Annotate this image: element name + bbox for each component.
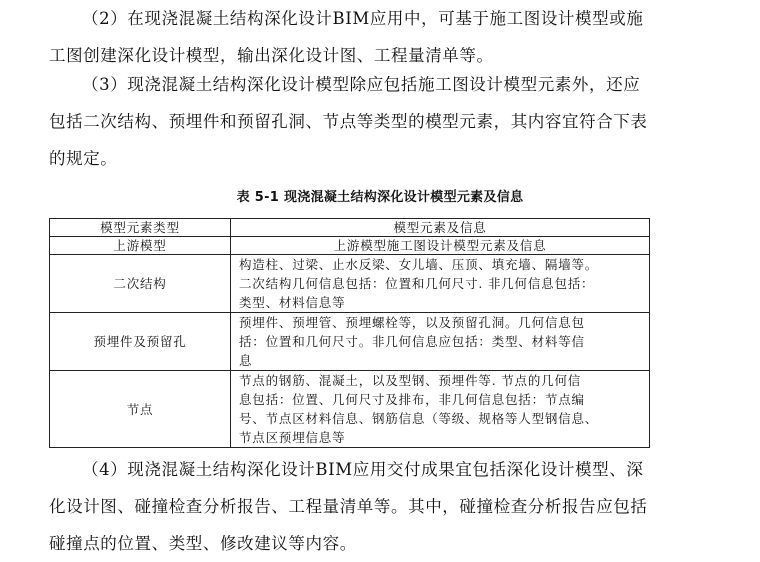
info-line: 息包括：位置、几何尺寸及排布，非几何信息包括：节点编: [239, 392, 585, 407]
paragraph-3: [49, 66, 671, 177]
header-element-info: 模型元素及信息: [231, 219, 650, 237]
info-line: 括：位置和几何尺寸。非几何信息应包括：类型、材料等信: [239, 334, 585, 349]
row-name: 节点: [50, 371, 231, 448]
paragraph-line: 包括二次结构、预埋件和预留孔洞、节点等类型的模型元素，其内容宜符合下表: [49, 112, 648, 131]
paragraph-line: 的规定。: [49, 149, 118, 168]
info-line: 构造柱、过梁、止水反梁、女儿墙、压顶、填充墙、隔墙等。: [239, 257, 599, 272]
info-line: 节点的钢筋、混凝土，以及型钢、预埋件等. 节点的几何信: [239, 373, 582, 388]
row-info: [231, 255, 650, 313]
info-line: 预埋件、预埋管、预埋螺栓等，以及预留孔洞。几何信息包: [239, 315, 585, 330]
info-line: 息: [239, 353, 253, 368]
table-row: [50, 371, 650, 448]
table-row-upstream: [50, 237, 650, 255]
paragraph-line: （3）现浇混凝土结构深化设计模型除应包括施工图设计模型元素外，还应: [82, 75, 641, 94]
table-caption: 表 5-1 现浇混凝土结构深化设计模型元素及信息: [236, 190, 524, 205]
header-element-type: 模型元素类型: [50, 219, 231, 237]
paragraph-line: 工图创建深化设计模型，输出深化设计图、工程量清单等。: [49, 46, 494, 65]
info-line: 二次结构几何信息包括：位置和几何尺寸. 非几何信息包括：: [239, 276, 595, 291]
paragraph-2: [49, 0, 671, 74]
paragraph-line: （4）现浇混凝土结构深化设计BIM应用交付成果宜包括深化设计模型、深: [82, 460, 644, 479]
paragraph-line: （2）在现浇混凝土结构深化设计BIM应用中，可基于施工图设计模型或施: [82, 9, 644, 28]
row-name: 预埋件及预留孔: [50, 313, 231, 371]
table-row: [50, 255, 650, 313]
info-line: 类型、材料信息等: [239, 295, 346, 310]
paragraph-line: 碰撞点的位置、类型、修改建议等内容。: [49, 534, 357, 553]
table-row: [50, 313, 650, 371]
row-name: 上游模型: [50, 237, 231, 255]
row-info: [231, 371, 650, 448]
info-line: 号、节点区材料信息、钢筋信息（等级、规格等人型钢信息、: [239, 411, 599, 426]
model-element-table: [49, 218, 650, 448]
row-info: 上游模型施工图设计模型元素及信息: [231, 237, 650, 255]
row-name: 二次结构: [50, 255, 231, 313]
info-line: 节点区预埋信息等: [239, 430, 346, 445]
table-header-row: [50, 219, 650, 237]
row-info: [231, 313, 650, 371]
paragraph-4: [49, 451, 671, 562]
paragraph-line: 化设计图、碰撞检查分析报告、工程量清单等。其中，碰撞检查分析报告应包括: [49, 497, 648, 516]
